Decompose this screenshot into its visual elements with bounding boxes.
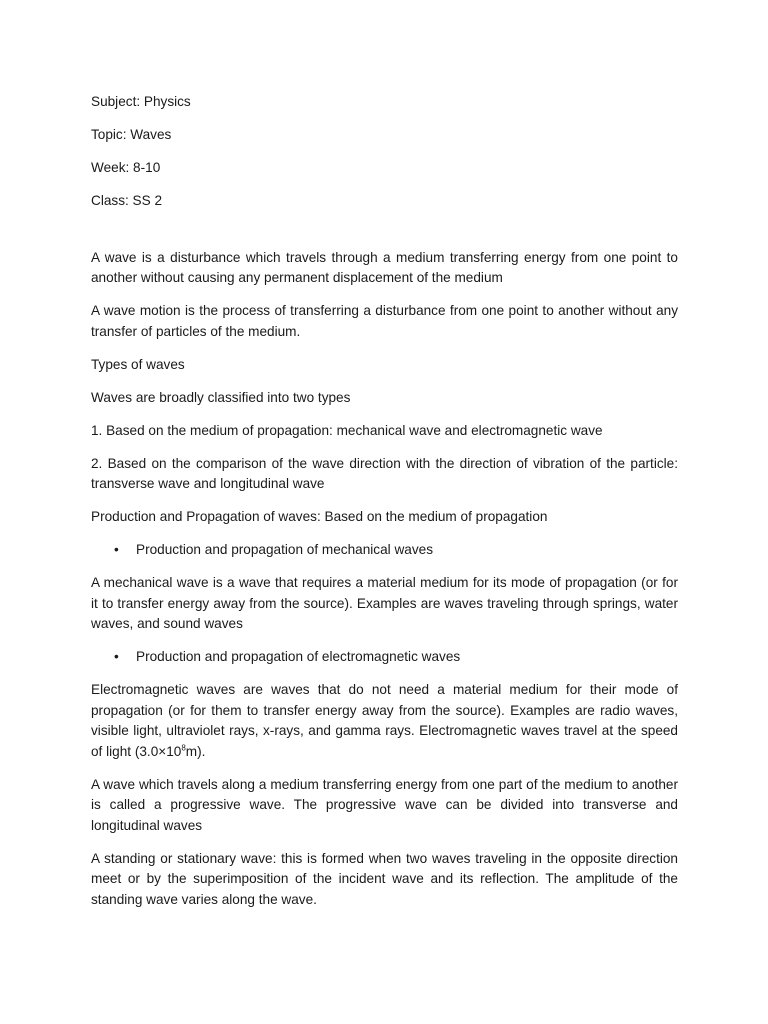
- em-exponent: 8: [181, 742, 186, 752]
- progressive-wave-paragraph: A wave which travels along a medium transferring energy from one part of the medium to another is called a progressive wave. The progressive wave can be divided into transverse and longitudinal waves: [91, 776, 678, 833]
- em-text-end: m).: [185, 743, 206, 759]
- bullet-icon: •: [114, 649, 119, 664]
- bullet-label: Production and propagation of mechanical waves: [136, 542, 433, 557]
- wave-definition-paragraph: A wave is a disturbance which travels through a medium transferring energy from one point to another without causing any permanent displacement of the medium: [91, 249, 678, 285]
- types-heading: Types of waves: [91, 356, 185, 372]
- subject-line: Subject: Physics: [91, 94, 191, 109]
- bullet-item-electromagnetic: [91, 647, 678, 668]
- classification-item-2: 2. Based on the comparison of the wave direction with the direction of vibration of the particle: transverse wave and longitudinal wave: [91, 455, 678, 491]
- document-page: [91, 92, 678, 923]
- bullet-label: Production and propagation of electromagnetic waves: [136, 649, 461, 664]
- week-line: Week: 8-10: [91, 160, 161, 175]
- types-intro: Waves are broadly classified into two types: [91, 389, 351, 405]
- topic-line: Topic: Waves: [91, 127, 172, 142]
- bullet-item-mechanical: [91, 540, 678, 561]
- document-body: [91, 248, 678, 911]
- mechanical-wave-paragraph: A mechanical wave is a wave that requires a material medium for its mode of propagation (or for it to transfer energy away from the source). Examples are waves traveling through springs, water waves, and sound waves: [91, 575, 678, 631]
- bullet-icon: •: [114, 542, 119, 557]
- classification-item-1: 1. Based on the medium of propagation: mechanical wave and electromagnetic wave: [91, 422, 603, 438]
- wave-motion-paragraph: A wave motion is the process of transferring a disturbance from one point to another without any transfer of particles of the medium.: [91, 303, 678, 339]
- standing-wave-paragraph: A standing or stationary wave: this is formed when two waves traveling in the opposite direction meet or by the superimposition of the incident wave and its reflection. The amplitude of the standing wave varies along the wave.: [91, 850, 678, 907]
- production-heading: Production and Propagation of waves: Based on the medium of propagation: [91, 509, 548, 524]
- em-text-start: Electromagnetic waves are waves that do not need a material medium for their mode of propagation (or for them to transfer energy away from the source). Examples are radio waves, visible light, ultraviolet rays, x-rays, and gamma rays. Electromagnetic waves travel at the speed of light (3.0×10: [91, 682, 678, 759]
- document-header: [91, 92, 678, 212]
- electromagnetic-wave-paragraph: [91, 680, 678, 762]
- class-line: Class: SS 2: [91, 193, 163, 208]
